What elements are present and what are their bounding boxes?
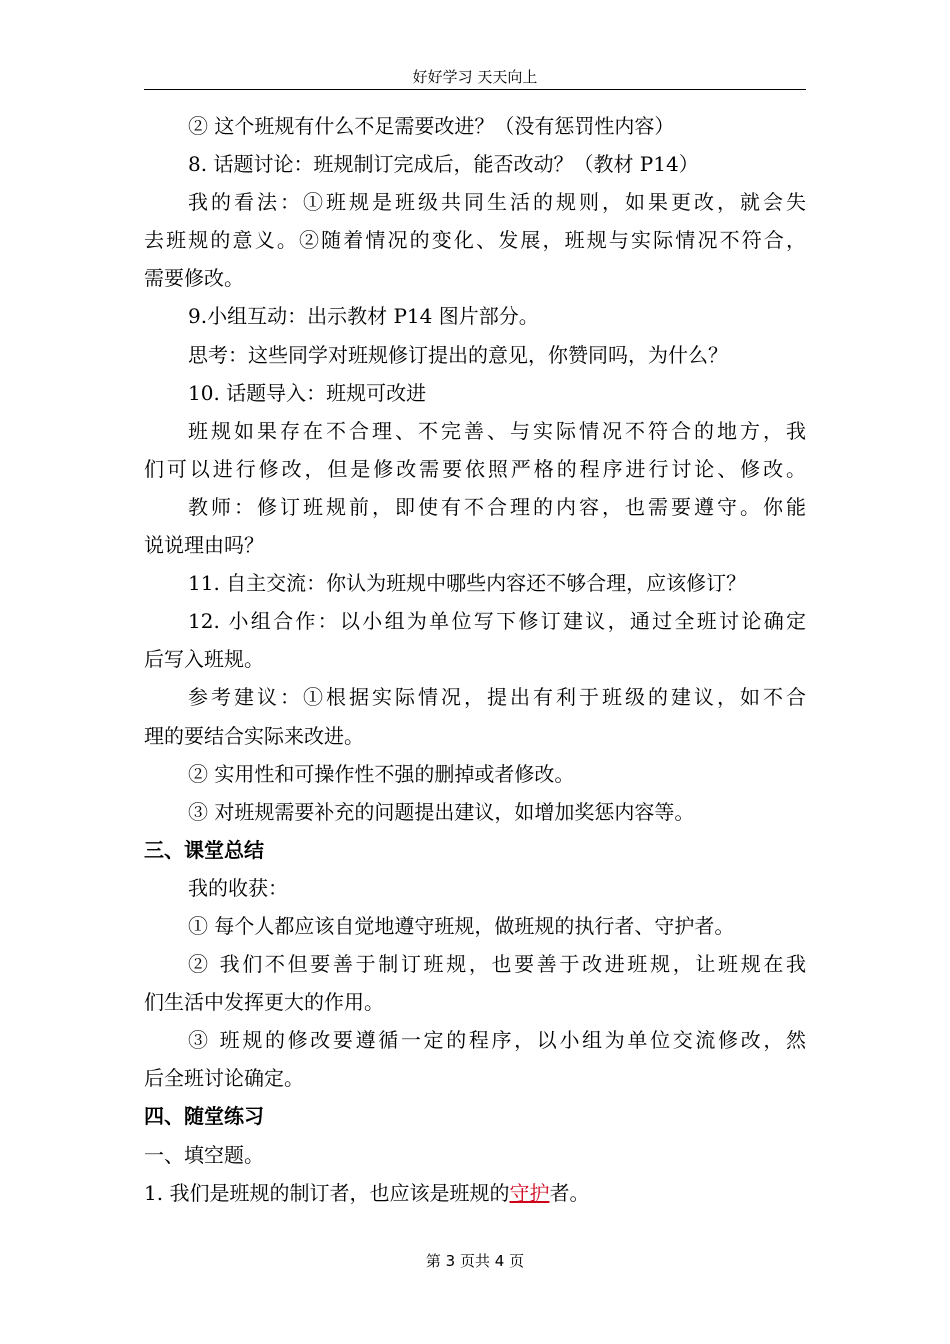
paragraph-line: ② 我们不但要善于制订班规，也要善于改进班规，让班规在我 xyxy=(188,952,806,977)
fill-in-question xyxy=(144,1174,806,1212)
paragraph-line: 后全班讨论确定。 xyxy=(144,1066,304,1091)
paragraph-line: 8. 话题讨论：班规制订完成后，能否改动？（教材 P14） xyxy=(188,152,699,177)
paragraph-line: 们生活中发挥更大的作用。 xyxy=(144,990,384,1015)
document-body xyxy=(144,107,806,1212)
paragraph-line: ③ 对班规需要补充的问题提出建议，如增加奖惩内容等。 xyxy=(188,799,695,824)
paragraph-line: ② 这个班规有什么不足需要改进？（没有惩罚性内容） xyxy=(188,114,675,138)
paragraph-line: 10. 话题导入：班规可改进 xyxy=(188,380,427,405)
paragraph-line: 理的要结合实际来改进。 xyxy=(144,723,364,748)
answer-blank: 守护 xyxy=(509,1180,550,1205)
paragraph-line: 教师：修订班规前，即使有不合理的内容，也需要遵守。你能 xyxy=(188,494,806,519)
paragraph-line: 说说理由吗？ xyxy=(144,533,264,558)
page-header xyxy=(144,68,806,90)
section-heading: 四、随堂练习 xyxy=(144,1104,264,1129)
paragraph-line: 9.小组互动：出示教材 P14 图片部分。 xyxy=(188,304,539,329)
paragraph-line: 班规如果存在不合理、不完善、与实际情况不符合的地方，我 xyxy=(188,418,806,443)
header-text: 好好学习 天天向上 xyxy=(412,68,538,86)
paragraph-line: 思考：这些同学对班规修订提出的意见，你赞同吗，为什么？ xyxy=(188,342,728,367)
page-footer xyxy=(144,1250,806,1271)
paragraph-line: 一、填空题。 xyxy=(144,1142,264,1167)
paragraph-line: 去班规的意义。②随着情况的变化、发展，班规与实际情况不符合， xyxy=(144,228,806,253)
paragraph-line: ② 实用性和可操作性不强的删掉或者修改。 xyxy=(188,761,575,786)
paragraph-line: 11. 自主交流：你认为班规中哪些内容还不够合理，应该修订？ xyxy=(188,571,747,596)
section-heading: 三、课堂总结 xyxy=(144,837,264,862)
paragraph-line: 12. 小组合作：以小组为单位写下修订建议，通过全班讨论确定 xyxy=(188,609,806,634)
paragraph-line: 后写入班规。 xyxy=(144,647,264,672)
paragraph-line: 我的收获： xyxy=(188,875,288,900)
question-text: 1. 我们是班规的制订者，也应该是班规的 xyxy=(144,1180,510,1205)
paragraph-line: ③ 班规的修改要遵循一定的程序，以小组为单位交流修改，然 xyxy=(188,1028,806,1053)
paragraph-line: 需要修改。 xyxy=(144,266,244,291)
paragraph-line: 参考建议：①根据实际情况，提出有利于班级的建议，如不合 xyxy=(188,685,806,710)
paragraph-line: 我的看法：①班规是班级共同生活的规则，如果更改，就会失 xyxy=(188,190,806,215)
paragraph-line: ① 每个人都应该自觉地遵守班规，做班规的执行者、守护者。 xyxy=(188,913,735,938)
paragraph-line: 们可以进行修改，但是修改需要依照严格的程序进行讨论、修改。 xyxy=(144,456,806,481)
question-text-end: 者。 xyxy=(549,1180,590,1205)
page-number: 第 3 页共 4 页 xyxy=(425,1252,525,1270)
